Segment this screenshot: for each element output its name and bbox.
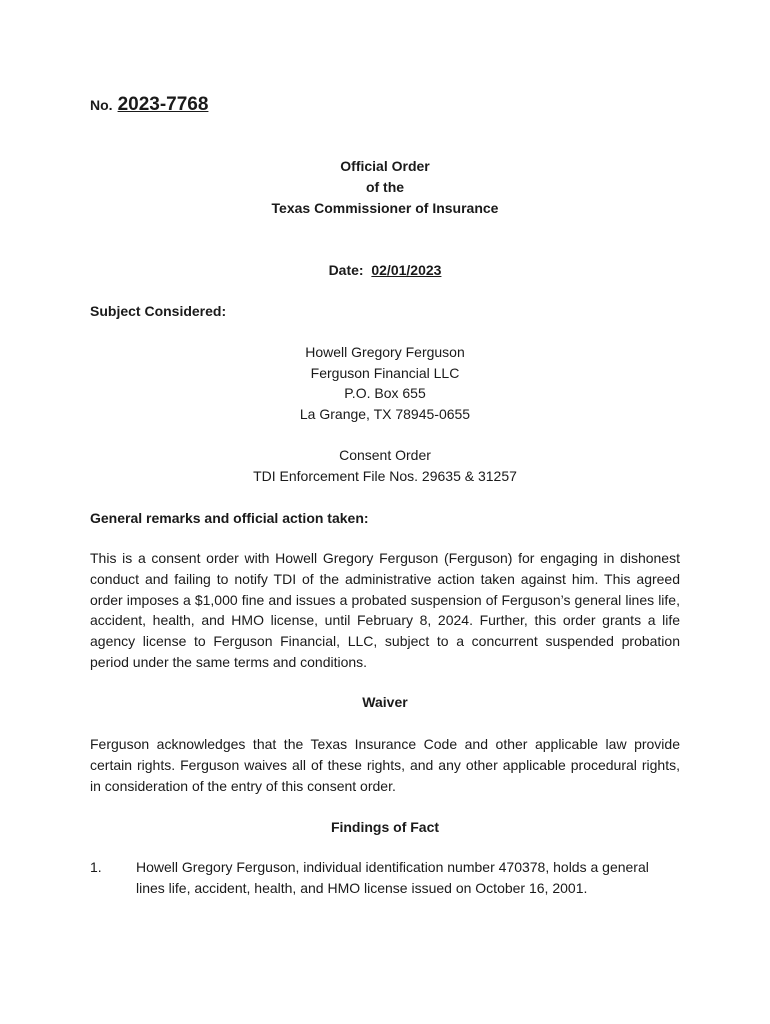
file-numbers: TDI Enforcement File Nos. 29635 & 31257 <box>253 468 517 484</box>
waiver-paragraph: Ferguson acknowledges that the Texas Insurance Code and other applicable law provide certain rights. Ferguson waives all of these rights, and any other applicable procedural rights, in consideration of the entry of this consent order. <box>90 736 680 794</box>
finding-number: 1. <box>90 859 102 875</box>
finding-text: Howell Gregory Ferguson, individual identification number 470378, holds a general lines life, accident, health, and HMO license issued on October 16, 2001. <box>136 859 649 896</box>
list-item <box>90 857 680 899</box>
title-line-2: of the <box>365 179 405 195</box>
date-value: 02/01/2023 <box>371 262 442 278</box>
general-remarks-paragraph: This is a consent order with Howell Gregory Ferguson (Ferguson) for engaging in dishonest conduct and failing to notify TDI of the administrative action taken against him. This agreed order imposes a $1,000 fine and issues a probated suspension of Ferguson’s general lines life, accident, health, and HMO license, until February 8, 2024. Further, this order grants a life agency license to Ferguson Financial, LLC, subject to a concurrent suspended probation period under the same terms and conditions. <box>90 550 680 670</box>
address-line-2: Ferguson Financial LLC <box>310 365 460 381</box>
general-remarks-heading: General remarks and official action taken: <box>90 510 369 526</box>
order-date <box>90 260 680 281</box>
subject-heading: Subject Considered: <box>90 303 227 319</box>
title-line-3: Texas Commissioner of Insurance <box>271 200 499 216</box>
order-number <box>90 95 208 116</box>
waiver-heading: Waiver <box>362 694 408 710</box>
date-label: Date: <box>328 262 364 278</box>
address-line-1: Howell Gregory Ferguson <box>305 344 465 360</box>
address-line-3: P.O. Box 655 <box>344 385 426 401</box>
address-line-4: La Grange, TX 78945-0655 <box>299 406 471 422</box>
order-number-label: No. <box>90 97 113 113</box>
order-type: Consent Order <box>339 447 431 463</box>
order-number-value: 2023-7768 <box>117 94 209 115</box>
title-line-1: Official Order <box>340 158 430 174</box>
findings-heading: Findings of Fact <box>330 819 440 835</box>
